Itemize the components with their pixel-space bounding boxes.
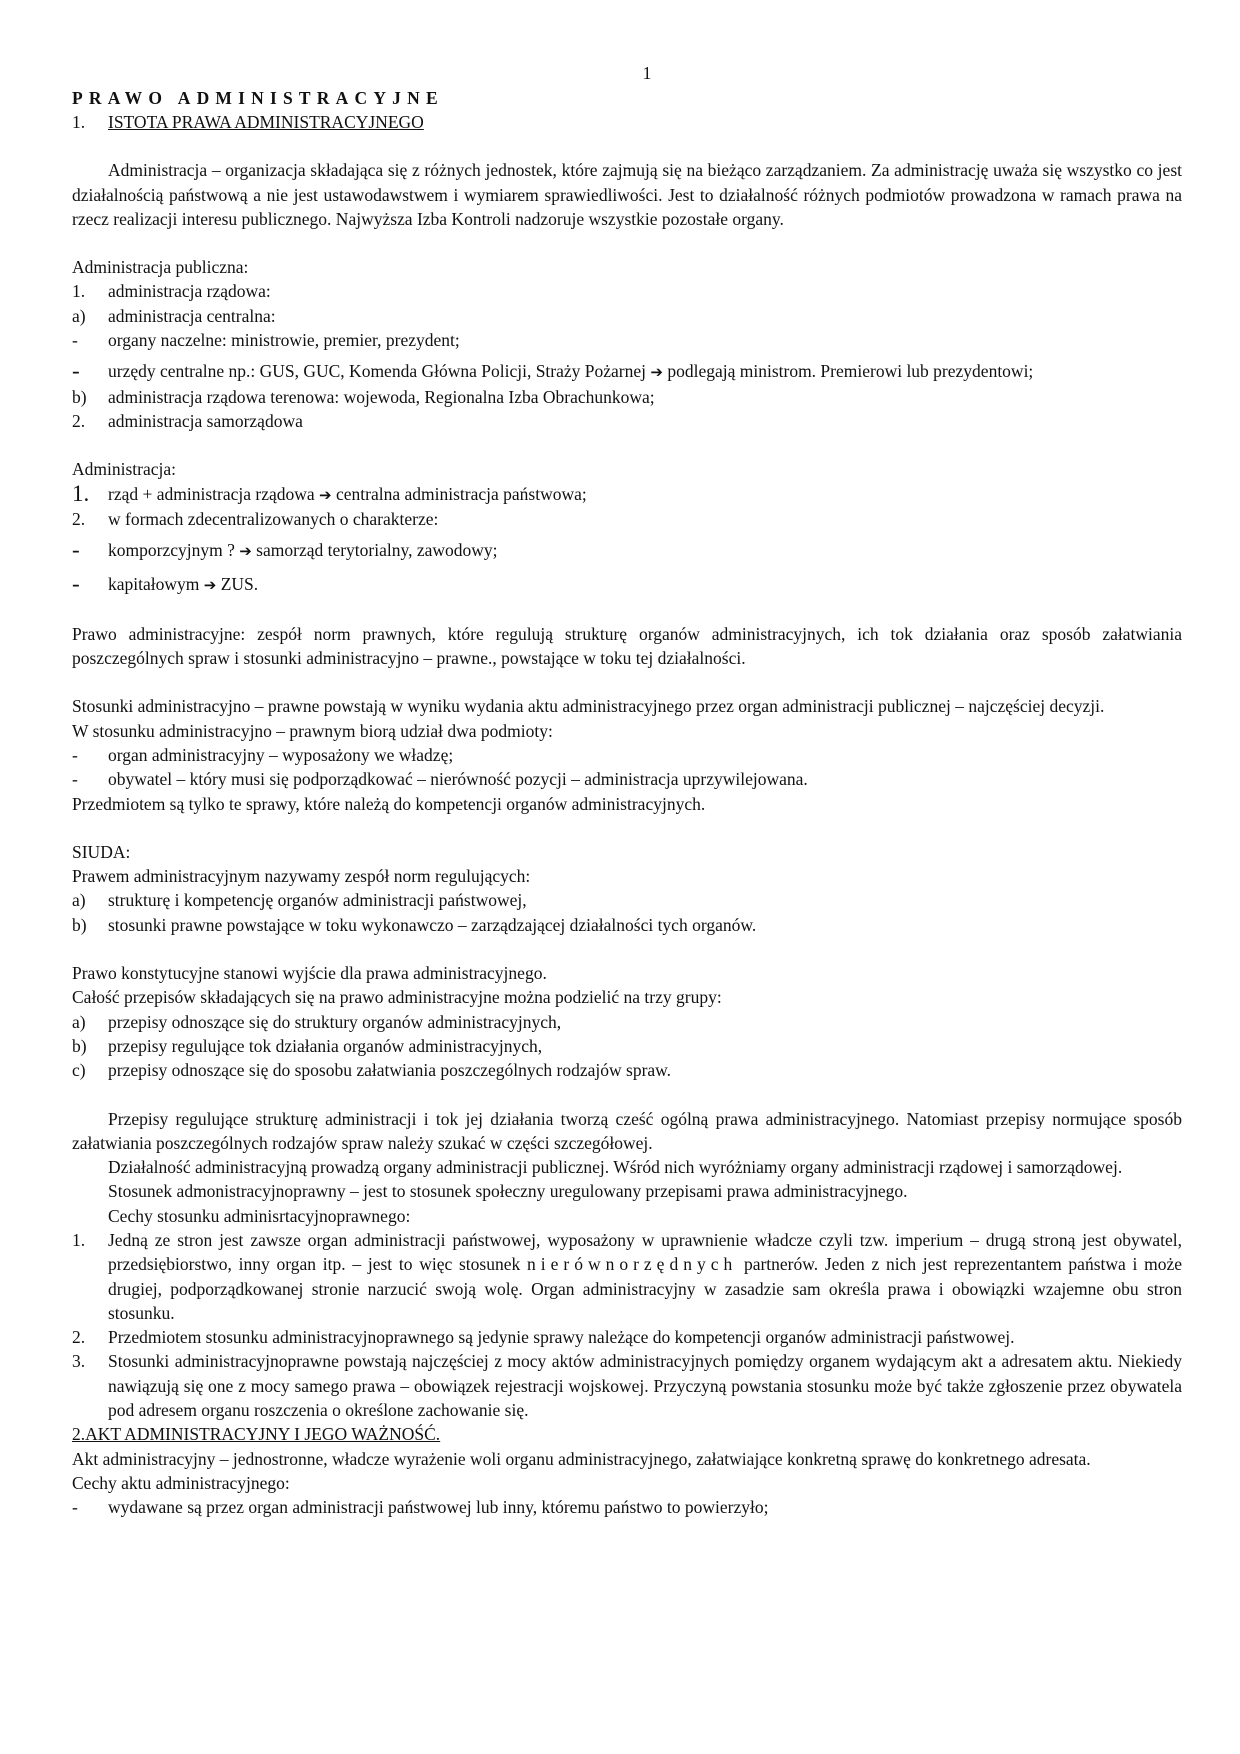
list-item	[72, 1228, 1182, 1325]
list-text: Przedmiotem stosunku administracyjnoprawnego są jedynie sprawy należące do kompetencji organów administracji państwowej.	[108, 1327, 1015, 1348]
list-item	[72, 1034, 1182, 1058]
list-text	[108, 538, 1182, 563]
list-marker: b)	[72, 1035, 87, 1056]
list-item	[72, 359, 1182, 384]
list-text: przepisy regulujące tok działania organów administracyjnych,	[108, 1035, 543, 1056]
list-text-part: urzędy centralne np.: GUS, GUC, Komenda Główna Policji, Straży Pożarnej	[108, 361, 646, 382]
list-text-part: kapitałowym	[108, 574, 200, 595]
list-marker: 1.	[72, 281, 86, 302]
siuda-heading: SIUDA:	[72, 841, 131, 862]
list-marker: 1.	[72, 480, 90, 506]
list-marker: -	[72, 537, 80, 563]
intro-paragraph: Administracja – organizacja składająca się z różnych jednostek, które zajmują się na bieżąco zarządzaniem. Za administrację uważa się wszystko co jest działalnością państwową a nie jest ustawodawstwem i wymiarem sprawiedliwości. Jest to działalność różnych podmiotów prowadzona w ramach prawa na rzecz realizacji interesu publicznego. Najwyższa Izba Kontroli nadzoruje wszystkie pozostałe organy.	[72, 160, 1182, 229]
list-text: przepisy odnoszące się do struktury organów administracyjnych,	[108, 1011, 562, 1032]
document-title: PRAWO ADMINISTRACYJNE	[72, 88, 444, 108]
list-marker: -	[72, 744, 78, 765]
prawo-definition: Prawo administracyjne: zespół norm prawnych, które regulują strukturę organów administracyjnych, ich tok działania oraz sposób załatwiania poszczególnych spraw i stosunki administracyjno – prawne., powstające w toku tej działalności.	[72, 623, 1182, 669]
list-text: stosunki prawne powstające w toku wykonawczo – zarządzającej działalności tych organów.	[108, 914, 757, 935]
list-text-part: partnerów. Jeden z nich jest reprezentantem państwa i może drugiej, podporządkowanej stronie narzucić swoją wolę. Organ administracyjny w zasadzie sam określa prawa i obowiązki wzajemne obu stron stosunku.	[108, 1254, 1182, 1323]
list-text: administracja rządowa:	[108, 281, 271, 302]
przepisy-paragraph: Przepisy regulujące strukturę administracji i tok jej działania tworzą cześć ogólną prawa administracyjnego. Natomiast przepisy normujące sposób załatwiania poszczególnych rodzajów spraw należy szukać w części szczegółowej.	[72, 1108, 1182, 1153]
right-arrow-icon: ➔	[203, 576, 217, 595]
list-marker: 2.	[72, 508, 86, 529]
list-item	[72, 482, 1182, 507]
list-text	[108, 1228, 1182, 1325]
cechy-stosunku-heading: Cechy stosunku adminisrtacyjnoprawnego:	[108, 1205, 411, 1226]
list-item	[72, 888, 1182, 912]
list-marker: -	[72, 1497, 78, 1518]
page-number: 1	[642, 63, 652, 83]
admin-public-heading: Administracja publiczna:	[72, 257, 249, 278]
stosunek-definition: Stosunek admonistracyjnoprawny – jest to stosunek społeczny uregulowany przepisami prawa administracyjnego.	[108, 1181, 908, 1202]
section-1-title: ISTOTA PRAWA ADMINISTRACYJNEGO	[108, 112, 424, 132]
list-item	[72, 913, 1182, 937]
list-marker: -	[72, 330, 78, 351]
konstytucyjne-line: Prawo konstytucyjne stanowi wyjście dla prawa administracyjnego.	[72, 963, 547, 984]
list-text: strukturę i kompetencję organów administracji państwowej,	[108, 890, 527, 911]
list-item	[72, 385, 1182, 409]
list-marker: b)	[72, 386, 87, 407]
spaced-word: nierównorzędnych	[526, 1254, 738, 1275]
list-item	[72, 507, 1182, 531]
list-text: organy naczelne: ministrowie, premier, prezydent;	[108, 330, 460, 351]
list-text-part: podlegają ministrom. Premierowi lub prezydentowi;	[667, 361, 1034, 382]
list-text: administracja centralna:	[108, 305, 276, 326]
list-text-part: ZUS.	[220, 574, 259, 595]
list-text-part: rząd + administracja rządowa	[108, 483, 315, 504]
right-arrow-icon: ➔	[239, 542, 252, 561]
stosunki-paragraph: Stosunki administracyjno – prawne powstają w wyniku wydania aktu administracyjnego przez organ administracji publicznej – najczęściej decyzji.	[72, 696, 1105, 717]
list-marker: 2.	[72, 1327, 86, 1348]
list-text: w formach zdecentralizowanych o charakterze:	[108, 508, 439, 529]
list-text: Stosunki administracyjnoprawne powstają najczęściej z mocy aktów administracyjnych pomiędzy organem wydającym akt a adresatem aktu. Niekiedy nawiązują się one z mocy samego prawa – obowiązek rejestracji wojskowej. Przyczyną powstania stosunku może być także zgłoszenie przez obywatela pod adresem organu roszczenia o określone zachowanie się.	[108, 1351, 1182, 1421]
list-item	[72, 538, 1182, 563]
document-page	[72, 60, 1182, 1520]
list-text-part: Jedną ze stron jest zawsze organ administracji państwowej, wyposażony w uprawnienie władcze czyli tzw. imperium – drugą stroną jest obywatel, przedsiębiorstwo, inny organ itp. – jest to więc stosunek	[108, 1229, 1182, 1275]
list-item	[72, 743, 1182, 767]
list-text-part: samorząd terytorialny, zawodowy;	[256, 540, 498, 561]
list-item	[72, 767, 1182, 791]
list-marker: c)	[72, 1060, 86, 1081]
cechy-aktu-heading: Cechy aktu administracyjnego:	[72, 1472, 290, 1493]
list-marker: 2.	[72, 410, 86, 431]
section-2-heading: 2.AKT ADMINISTRACYJNY I JEGO WAŻNOŚĆ.	[72, 1424, 441, 1445]
list-item	[72, 572, 1182, 597]
list-text: administracja rządowa terenowa: wojewoda, Regionalna Izba Obrachunkowa;	[108, 386, 655, 407]
admin-heading: Administracja:	[72, 459, 177, 480]
list-item	[72, 328, 1182, 352]
stosunki-intro: W stosunku administracyjno – prawnym biorą udział dwa podmioty:	[72, 720, 553, 741]
list-marker: a)	[72, 1011, 86, 1032]
list-text-part: komporzcyjnym ?	[108, 540, 235, 561]
przedmiot-line: Przedmiotem są tylko te sprawy, które należą do kompetencji organów administracyjnych.	[72, 793, 706, 814]
list-item	[72, 304, 1182, 328]
list-marker: -	[72, 769, 78, 790]
list-marker: b)	[72, 914, 87, 935]
list-text-part: centralna administracja państwowa;	[335, 483, 587, 504]
list-item	[72, 1495, 1182, 1519]
list-item	[72, 279, 1182, 303]
right-arrow-icon: ➔	[319, 485, 332, 504]
list-item	[72, 409, 1182, 433]
list-marker: a)	[72, 305, 86, 326]
dzialalnosc-paragraph: Działalność administracyjną prowadzą organy administracji publicznej. Wśród nich wyróżniamy organy administracji rządowej i samorządowej.	[108, 1157, 1123, 1178]
list-text: obywatel – który musi się podporządkować – nierówność pozycji – administracja uprzywilejowana.	[108, 769, 808, 790]
calosc-line: Całość przepisów składających się na prawo administracyjne można podzielić na trzy grupy:	[72, 987, 722, 1008]
list-text: przepisy odnoszące się do sposobu załatwiania poszczególnych rodzajów spraw.	[108, 1060, 672, 1081]
list-item	[72, 1010, 1182, 1034]
list-text: organ administracyjny – wyposażony we władzę;	[108, 744, 454, 765]
list-text: administracja samorządowa	[108, 410, 303, 431]
list-text	[108, 572, 1182, 597]
list-text	[108, 359, 1182, 384]
list-marker: -	[72, 358, 80, 384]
section-1-heading	[72, 110, 1182, 134]
list-item	[72, 1325, 1182, 1349]
list-marker: 1.	[72, 1229, 86, 1250]
list-text	[108, 482, 1182, 507]
list-item	[72, 1058, 1182, 1082]
section-1-number: 1.	[72, 112, 86, 132]
list-marker: a)	[72, 890, 86, 911]
list-item	[72, 1349, 1182, 1422]
right-arrow-icon: ➔	[650, 363, 663, 382]
list-marker: 3.	[72, 1351, 86, 1372]
list-marker: -	[72, 571, 80, 597]
siuda-intro: Prawem administracyjnym nazywamy zespół norm regulujących:	[72, 866, 531, 887]
akt-definition: Akt administracyjny – jednostronne, władcze wyrażenie woli organu administracyjnego, załatwiające konkretną sprawę do konkretnego adresata.	[72, 1448, 1091, 1469]
list-text: wydawane są przez organ administracji państwowej lub inny, któremu państwo to powierzyło;	[108, 1497, 769, 1518]
